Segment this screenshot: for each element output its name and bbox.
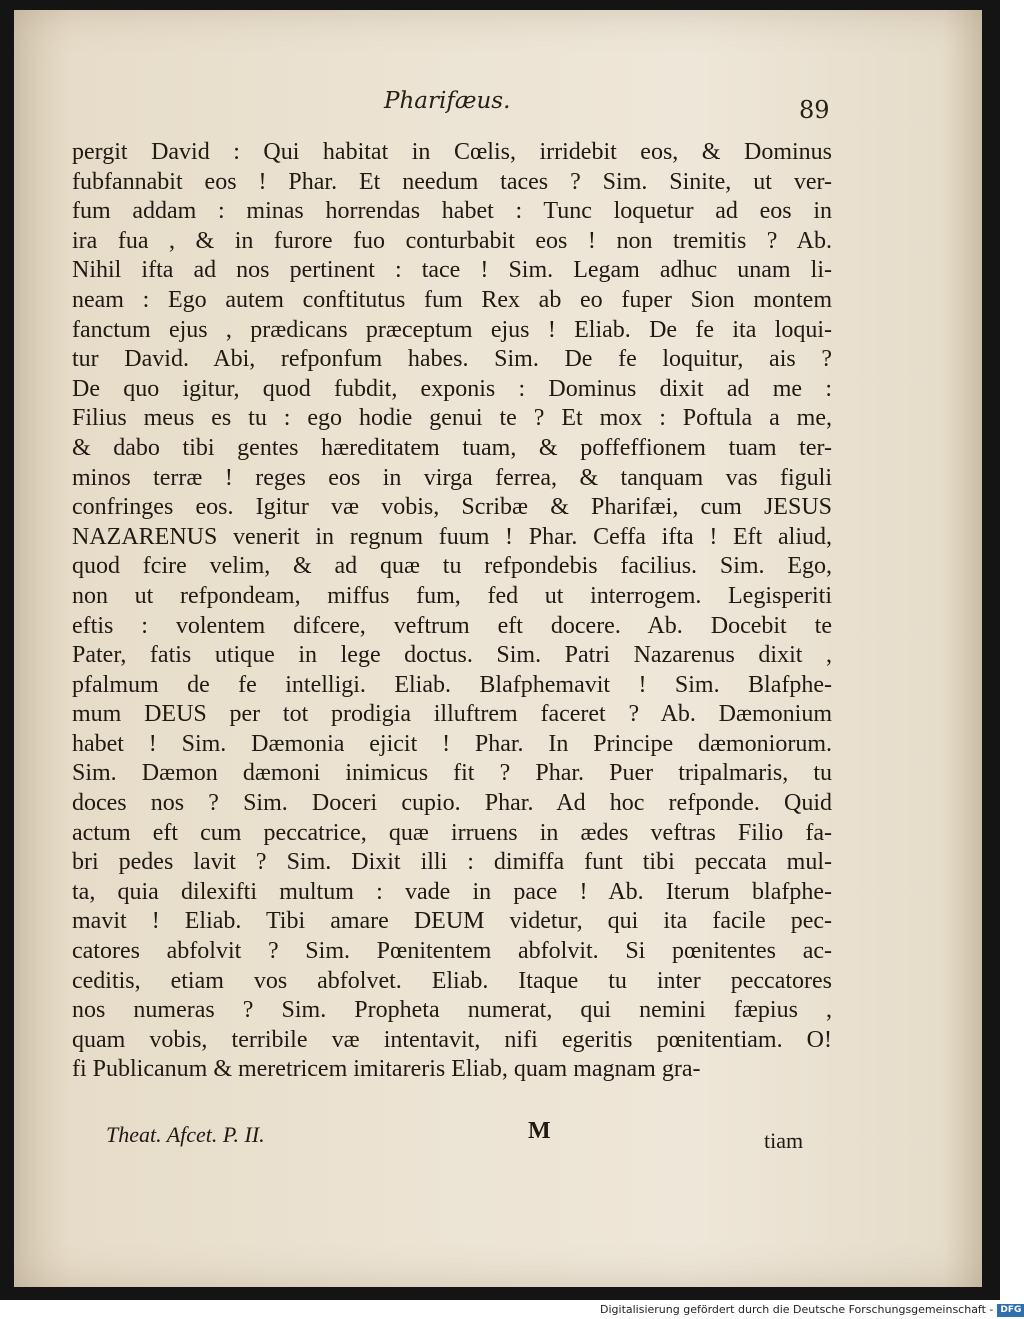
text-line: pergit David : Qui habitat in Cœlis, irridebit eos, & Dominus: [72, 139, 832, 165]
text-line: mavit ! Eliab. Tibi amare DEUM videtur, qui ita facile pec-: [72, 908, 832, 935]
page-number: 89: [799, 96, 830, 124]
digitization-credit: [600, 1300, 1022, 1319]
text-line: fubfannabit eos ! Phar. Et needum taces ? Sim. Sinite, ut ver-: [72, 168, 832, 195]
text-line: fi Publicanum & meretricem imitareris Eliab, quam magnam gra-: [72, 1056, 701, 1083]
body-text: [72, 138, 832, 1085]
text-line: & dabo tibi gentes hæreditatem tuam, & poffeffionem tuam ter-: [72, 434, 832, 461]
catchword: tiam: [764, 1128, 804, 1153]
text-line: De quo igitur, quod fubdit, exponis : Dominus dixit ad me :: [72, 375, 832, 402]
book-page: [14, 10, 982, 1287]
text-line: eftis : volentem difcere, veftrum eft docere. Ab. Docebit te: [72, 612, 832, 639]
text-line: quod fcire velim, & ad quæ tu refpondebis facilius. Sim. Ego,: [72, 553, 832, 580]
text-line: actum eft cum peccatrice, quæ irruens in ædes veftras Filio fa-: [72, 819, 832, 846]
text-line: minos terræ ! reges eos in virga ferrea, & tanquam vas figuli: [72, 464, 832, 491]
credit-text: Digitalisierung gefördert durch die Deutsche Forschungsgemeinschaft -: [600, 1303, 994, 1316]
text-line: non ut refpondeam, miffus fum, fed ut interrogem. Legisperiti: [72, 582, 832, 609]
text-line: quam vobis, terribile væ intentavit, nifi egeritis pœnitentiam. O!: [72, 1026, 832, 1053]
text-line: neam : Ego autem conftitutus fum Rex ab eo fuper Sion montem: [72, 286, 832, 313]
text-line: Pater, fatis utique in lege doctus. Sim. Patri Nazarenus dixit ,: [72, 642, 832, 669]
text-line: tur David. Abi, refponfum habes. Sim. De fe loquitur, ais ?: [72, 346, 832, 373]
text-line: Sim. Dæmon dæmoni inimicus fit ? Phar. Puer tripalmaris, tu: [72, 760, 832, 787]
text-line: fanctum ejus , prædicans præceptum ejus ! Eliab. De fe ita loqui-: [72, 316, 832, 343]
footer-signature: Theat. Afcet. P. II.: [106, 1122, 265, 1147]
text-line: mum DEUS per tot prodigia illuftrem faceret ? Ab. Dæmonium: [72, 701, 832, 728]
text-line: catores abfolvit ? Sim. Pœnitentem abfolvit. Si pœnitentes ac-: [72, 938, 832, 965]
dfg-logo-icon[interactable]: DFG: [997, 1304, 1024, 1317]
running-head: Pharifæus.: [384, 88, 511, 114]
text-line: pfalmum de fe intelligi. Eliab. Blafphemavit ! Sim. Blafphe-: [72, 671, 832, 698]
text-line: fum addam : minas horrendas habet : Tunc loquetur ad eos in: [72, 198, 832, 225]
text-line: ira fua , & in furore fuo conturbabit eos ! non tremitis ? Ab.: [72, 227, 832, 254]
text-line: ceditis, etiam vos abfolvet. Eliab. Itaque tu inter peccatores: [72, 967, 832, 994]
text-line: Filius meus es tu : ego hodie genui te ? Et mox : Poftula a me,: [72, 405, 832, 432]
text-line: confringes eos. Igitur væ vobis, Scribæ & Pharifæi, cum JESUS: [72, 494, 832, 521]
signature-mark: M: [528, 1118, 551, 1144]
text-line: NAZARENUS venerit in regnum fuum ! Phar. Ceffa ifta ! Eft aliud,: [72, 523, 832, 550]
text-line: ta, quia dilexifti multum : vade in pace ! Ab. Iterum blafphe-: [72, 878, 832, 905]
text-line: Nihil ifta ad nos pertinent : tace ! Sim. Legam adhuc unam li-: [72, 257, 832, 284]
text-line: bri pedes lavit ? Sim. Dixit illi : dimiffa funt tibi peccata mul-: [72, 849, 832, 876]
text-line: doces nos ? Sim. Doceri cupio. Phar. Ad hoc refponde. Quid: [72, 790, 832, 817]
text-line: nos numeras ? Sim. Propheta numerat, qui nemini fæpius ,: [72, 997, 832, 1024]
text-line: habet ! Sim. Dæmonia ejicit ! Phar. In Principe dæmoniorum.: [72, 730, 832, 757]
